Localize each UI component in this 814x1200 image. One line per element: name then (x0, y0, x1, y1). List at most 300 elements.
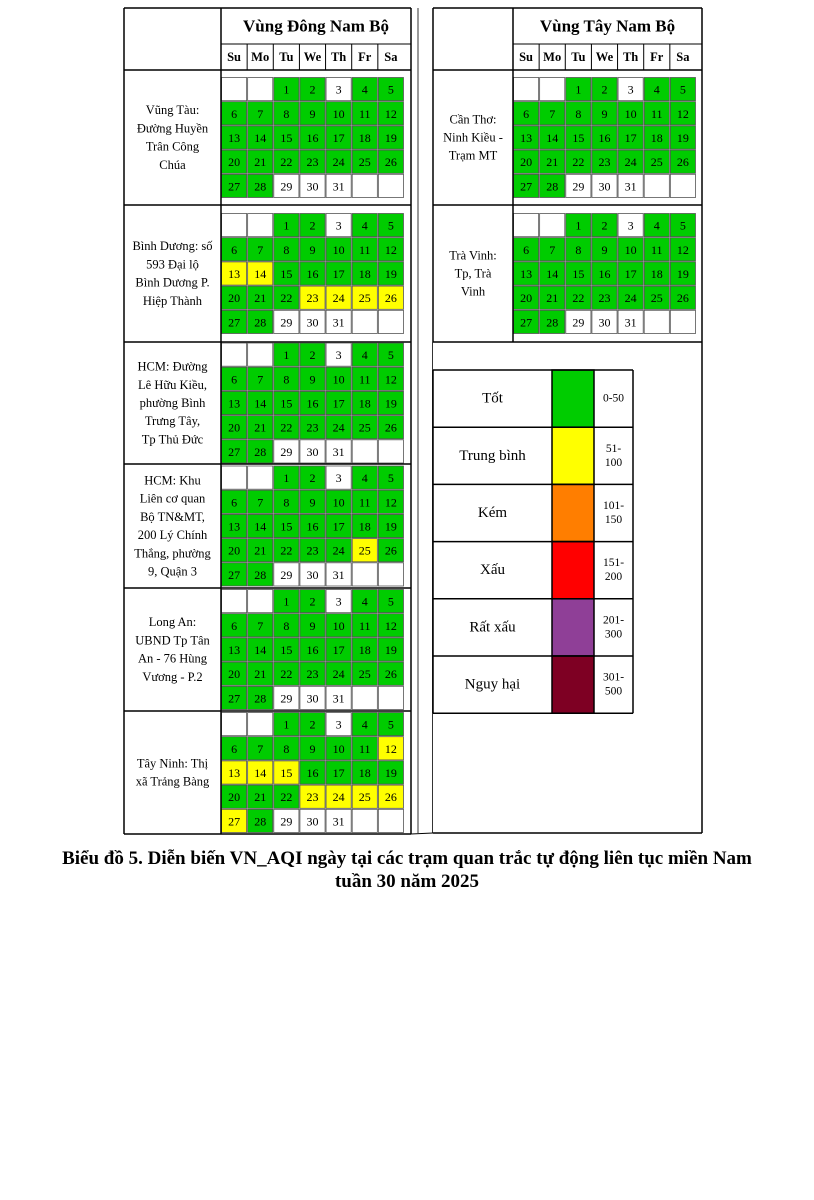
day-number: 5 (679, 218, 686, 233)
day-number: 1 (575, 218, 582, 233)
day-number: 8 (283, 242, 290, 257)
aqi-cell (222, 590, 247, 613)
day-number: 21 (254, 790, 267, 805)
station-label-line: Tây Ninh: Thị (136, 756, 209, 771)
station-label-line: Trạm MT (448, 148, 498, 163)
day-number: 4 (653, 82, 660, 97)
day-number: 24 (332, 790, 345, 805)
day-number: 29 (572, 315, 585, 330)
day-number: 27 (520, 179, 533, 194)
day-number: 10 (332, 741, 345, 756)
day-number: 19 (384, 519, 397, 534)
day-number: 18 (358, 643, 371, 657)
day-number: 29 (280, 444, 293, 459)
day-number: 15 (572, 131, 585, 145)
legend-range: 151- (602, 557, 625, 570)
region-title: Vùng Tây Nam Bộ (539, 16, 676, 36)
day-number: 6 (523, 242, 530, 257)
day-number: 1 (283, 471, 290, 486)
aqi-cell (540, 214, 565, 237)
day-number: 6 (231, 242, 238, 257)
day-number: 12 (384, 495, 397, 510)
day-number: 30 (306, 691, 319, 706)
legend-range: 51- (605, 442, 622, 455)
station-label-line: Vinh (460, 284, 486, 299)
day-number: 31 (332, 814, 345, 829)
spacer (411, 833, 433, 834)
day-number: 19 (676, 131, 689, 145)
aqi-cell (352, 686, 377, 709)
day-number: 9 (309, 106, 316, 121)
day-number: 30 (306, 814, 319, 829)
day-number: 20 (228, 667, 241, 682)
day-number: 31 (332, 315, 345, 330)
day-number: 23 (306, 420, 319, 435)
day-number: 13 (228, 643, 241, 657)
day-number: 7 (257, 618, 264, 633)
day-number: 4 (653, 218, 660, 233)
day-number: 20 (520, 291, 533, 306)
station-label-line: Trà Vinh: (449, 248, 497, 263)
day-number: 17 (624, 131, 637, 145)
day-number: 24 (332, 667, 345, 682)
station-label-line: 593 Đại lộ (146, 257, 199, 272)
station-label-line: Chúa (159, 157, 186, 172)
day-number: 20 (228, 291, 241, 306)
day-number: 16 (598, 267, 611, 281)
day-number: 21 (254, 667, 267, 682)
day-number: 30 (598, 315, 611, 330)
legend-swatch (552, 484, 594, 541)
day-number: 23 (306, 155, 319, 170)
day-number: 19 (384, 643, 397, 657)
day-number: 25 (358, 543, 371, 558)
day-number: 12 (676, 106, 689, 121)
day-number: 8 (283, 618, 290, 633)
day-number: 1 (283, 348, 290, 363)
day-number: 25 (358, 291, 371, 306)
day-number: 14 (546, 267, 559, 281)
aqi-cell (352, 809, 377, 832)
day-number: 16 (598, 131, 611, 145)
day-number: 21 (254, 291, 267, 306)
day-number: 26 (384, 155, 397, 170)
day-number: 14 (254, 643, 267, 657)
day-number: 21 (546, 291, 559, 306)
day-number: 13 (228, 766, 241, 780)
day-number: 24 (624, 155, 637, 170)
caption-line-2: tuần 30 năm 2025 (334, 871, 480, 892)
day-number: 26 (676, 155, 689, 170)
legend-range: 201- (602, 614, 625, 627)
day-number: 27 (228, 567, 241, 582)
station-label-line: An - 76 Hùng (137, 651, 208, 666)
station-label-line: 9, Quận 3 (148, 564, 197, 579)
weekday-header-mo: Mo (251, 50, 270, 64)
day-number: 17 (332, 396, 345, 411)
day-number: 23 (306, 790, 319, 805)
day-number: 25 (358, 420, 371, 435)
day-number: 29 (572, 179, 585, 194)
day-number: 20 (228, 420, 241, 435)
day-number: 14 (254, 766, 267, 780)
day-number: 24 (624, 291, 637, 306)
day-number: 8 (283, 372, 290, 387)
day-number: 13 (228, 267, 241, 281)
day-number: 29 (280, 691, 293, 706)
aqi-cell (248, 214, 273, 237)
day-number: 6 (523, 106, 530, 121)
legend-range: 150 (604, 514, 623, 526)
day-number: 13 (228, 519, 241, 534)
weekday-header-th: Th (330, 50, 347, 64)
day-number: 1 (575, 82, 582, 97)
station-label-line: Lê Hữu Kiều, (138, 377, 207, 392)
station-label-line: Trưng Tây, (144, 414, 201, 429)
aqi-cell (644, 310, 669, 333)
day-number: 10 (624, 242, 637, 257)
aqi-cell (378, 440, 403, 463)
aqi-cell (644, 174, 669, 197)
day-number: 9 (309, 372, 316, 387)
day-number: 10 (332, 242, 345, 257)
day-number: 31 (332, 444, 345, 459)
legend-label: Nguy hại (464, 676, 521, 693)
day-number: 3 (335, 82, 342, 97)
station-label-line: Liên cơ quan (139, 491, 206, 506)
day-number: 9 (309, 741, 316, 756)
day-number: 11 (358, 372, 371, 387)
weekday-header-we: We (595, 50, 614, 64)
legend-swatch (552, 427, 594, 484)
day-number: 12 (676, 242, 689, 257)
day-number: 23 (306, 667, 319, 682)
legend-label: Tốt (482, 390, 503, 407)
day-number: 2 (309, 218, 316, 233)
day-number: 29 (280, 567, 293, 582)
aqi-cell (222, 466, 247, 489)
day-number: 1 (283, 594, 290, 609)
day-number: 27 (228, 179, 241, 194)
day-number: 27 (228, 814, 241, 829)
day-number: 2 (309, 471, 316, 486)
day-number: 12 (384, 741, 397, 756)
aqi-cell (378, 563, 403, 586)
day-number: 9 (601, 242, 608, 257)
day-number: 28 (254, 691, 267, 706)
weekday-header-tu: Tu (571, 50, 586, 64)
day-number: 22 (572, 291, 585, 306)
day-number: 3 (335, 218, 342, 233)
day-number: 2 (601, 82, 608, 97)
day-number: 9 (309, 495, 316, 510)
day-number: 5 (387, 717, 394, 732)
station-label-line: Long An: (148, 615, 197, 630)
day-number: 18 (358, 766, 371, 780)
day-number: 18 (650, 131, 663, 145)
station-label-line: Đường Huyền (136, 121, 209, 136)
day-number: 8 (283, 495, 290, 510)
day-number: 31 (624, 315, 637, 330)
day-number: 10 (624, 106, 637, 121)
weekday-header-su: Su (227, 50, 242, 64)
day-number: 5 (679, 82, 686, 97)
day-number: 22 (280, 420, 293, 435)
legend-range: 300 (604, 628, 623, 641)
day-number: 18 (358, 131, 371, 145)
day-number: 24 (332, 420, 345, 435)
station-label-line: Bình Dương P. (135, 275, 210, 290)
day-number: 10 (332, 106, 345, 121)
day-number: 28 (254, 315, 267, 330)
legend-swatch (552, 656, 594, 713)
legend-label: Rất xấu (469, 619, 516, 636)
day-number: 13 (228, 396, 241, 411)
day-number: 31 (332, 179, 345, 194)
day-number: 22 (280, 155, 293, 170)
aqi-cell (248, 713, 273, 736)
station-label-line: Tp Thủ Đức (141, 432, 204, 447)
day-number: 23 (598, 155, 611, 170)
day-number: 29 (280, 315, 293, 330)
day-number: 26 (384, 667, 397, 682)
day-number: 4 (361, 594, 368, 609)
day-number: 30 (306, 444, 319, 459)
day-number: 13 (228, 131, 241, 145)
station-label-line: Vương - P.2 (142, 669, 203, 684)
station-label-line: Vũng Tàu: (145, 103, 200, 118)
day-number: 7 (549, 242, 556, 257)
day-number: 31 (332, 567, 345, 582)
day-number: 3 (627, 218, 634, 233)
day-number: 21 (254, 155, 267, 170)
day-number: 22 (280, 543, 293, 558)
legend-label: Trung bình (459, 447, 526, 464)
day-number: 24 (332, 543, 345, 558)
caption-line-1: Biểu đồ 5. Diễn biến VN_AQI ngày tại các trạm quan trắc tự động liên tục miền Nam (62, 848, 752, 869)
day-number: 30 (306, 315, 319, 330)
day-number: 18 (650, 267, 663, 281)
day-number: 28 (254, 179, 267, 194)
day-number: 12 (384, 242, 397, 257)
day-number: 9 (309, 618, 316, 633)
day-number: 19 (384, 766, 397, 780)
day-number: 1 (283, 82, 290, 97)
day-number: 2 (601, 218, 608, 233)
day-number: 6 (231, 495, 238, 510)
day-number: 19 (676, 267, 689, 281)
aqi-cell (248, 466, 273, 489)
day-number: 30 (306, 567, 319, 582)
day-number: 4 (361, 348, 368, 363)
weekday-header-su: Su (519, 50, 534, 64)
day-number: 17 (332, 766, 345, 780)
day-number: 10 (332, 495, 345, 510)
day-number: 11 (358, 741, 371, 756)
aqi-cell (670, 310, 695, 333)
day-number: 28 (546, 179, 559, 194)
day-number: 14 (254, 396, 267, 411)
weekday-header-fr: Fr (358, 50, 372, 64)
day-number: 7 (257, 495, 264, 510)
day-number: 11 (358, 618, 371, 633)
day-number: 6 (231, 741, 238, 756)
day-number: 28 (254, 814, 267, 829)
day-number: 25 (358, 790, 371, 805)
day-number: 13 (520, 267, 533, 281)
day-number: 22 (280, 667, 293, 682)
day-number: 29 (280, 179, 293, 194)
day-number: 8 (575, 242, 582, 257)
aqi-cell (540, 78, 565, 101)
day-number: 28 (254, 444, 267, 459)
legend-label: Kém (477, 505, 508, 521)
day-number: 15 (280, 267, 293, 281)
day-number: 28 (254, 567, 267, 582)
legend-range: 100 (604, 456, 623, 469)
region-title: Vùng Đông Nam Bộ (243, 16, 389, 36)
day-number: 13 (520, 131, 533, 145)
day-number: 7 (257, 106, 264, 121)
day-number: 19 (384, 396, 397, 411)
station-label-line: Cần Thơ: (449, 112, 497, 127)
legend-label: Xấu (480, 562, 505, 579)
day-number: 31 (624, 179, 637, 194)
day-number: 5 (387, 348, 394, 363)
day-number: 5 (387, 218, 394, 233)
day-number: 12 (384, 618, 397, 633)
day-number: 16 (306, 267, 319, 281)
station-label-line: Bộ TN&MT, (140, 509, 205, 524)
day-number: 12 (384, 106, 397, 121)
day-number: 23 (598, 291, 611, 306)
day-number: 16 (306, 131, 319, 145)
day-number: 15 (280, 396, 293, 411)
day-number: 20 (520, 155, 533, 170)
day-number: 4 (361, 218, 368, 233)
day-number: 17 (332, 519, 345, 534)
day-number: 8 (283, 741, 290, 756)
day-number: 20 (228, 155, 241, 170)
weekday-header-tu: Tu (279, 50, 294, 64)
day-number: 28 (546, 315, 559, 330)
day-number: 6 (231, 618, 238, 633)
aqi-cell (514, 214, 539, 237)
station-label-line: UBND Tp Tân (135, 633, 210, 648)
station-label-line: xã Trảng Bàng (135, 774, 210, 789)
day-number: 18 (358, 396, 371, 411)
day-number: 17 (624, 267, 637, 281)
day-number: 26 (384, 543, 397, 558)
day-number: 26 (384, 790, 397, 805)
day-number: 19 (384, 267, 397, 281)
aqi-cell (670, 174, 695, 197)
legend-range: 200 (604, 571, 623, 584)
aqi-cell (222, 343, 247, 366)
legend-swatch (552, 599, 594, 656)
day-number: 3 (335, 717, 342, 732)
weekday-header-fr: Fr (650, 50, 664, 64)
aqi-cell (378, 686, 403, 709)
day-number: 12 (384, 372, 397, 387)
day-number: 25 (358, 155, 371, 170)
day-number: 4 (361, 717, 368, 732)
day-number: 24 (332, 291, 345, 306)
day-number: 11 (650, 106, 663, 121)
day-number: 17 (332, 643, 345, 657)
day-number: 26 (676, 291, 689, 306)
day-number: 1 (283, 218, 290, 233)
day-number: 25 (358, 667, 371, 682)
legend-swatch (552, 542, 594, 599)
legend-range: 0-50 (602, 392, 625, 405)
day-number: 17 (332, 267, 345, 281)
day-number: 22 (572, 155, 585, 170)
day-number: 6 (231, 106, 238, 121)
station-label-line: Thắng, phường (134, 546, 211, 561)
station-label-line: Trân Công (145, 139, 200, 154)
day-number: 4 (361, 82, 368, 97)
day-number: 16 (306, 519, 319, 534)
day-number: 15 (280, 131, 293, 145)
day-number: 14 (254, 131, 267, 145)
day-number: 15 (280, 766, 293, 780)
aqi-cell (378, 174, 403, 197)
aqi-cell (352, 440, 377, 463)
day-number: 3 (627, 82, 634, 97)
aqi-cell (222, 78, 247, 101)
day-number: 10 (332, 372, 345, 387)
day-number: 2 (309, 594, 316, 609)
day-number: 16 (306, 643, 319, 657)
weekday-header-sa: Sa (676, 50, 690, 64)
day-number: 21 (254, 543, 267, 558)
day-number: 27 (520, 315, 533, 330)
day-number: 15 (572, 267, 585, 281)
day-number: 14 (546, 131, 559, 145)
day-number: 21 (546, 155, 559, 170)
day-number: 11 (358, 495, 371, 510)
day-number: 6 (231, 372, 238, 387)
day-number: 17 (332, 131, 345, 145)
day-number: 5 (387, 594, 394, 609)
legend-range: 301- (602, 671, 625, 684)
day-number: 7 (257, 372, 264, 387)
day-number: 22 (280, 291, 293, 306)
day-number: 2 (309, 82, 316, 97)
day-number: 26 (384, 291, 397, 306)
day-number: 3 (335, 594, 342, 609)
day-number: 4 (361, 471, 368, 486)
day-number: 27 (228, 444, 241, 459)
day-number: 11 (650, 242, 663, 257)
day-number: 8 (283, 106, 290, 121)
station-label-line: phường Bình (139, 396, 206, 410)
day-number: 14 (254, 519, 267, 534)
day-number: 16 (306, 766, 319, 780)
day-number: 25 (650, 291, 663, 306)
day-number: 3 (335, 471, 342, 486)
day-number: 20 (228, 543, 241, 558)
day-number: 2 (309, 348, 316, 363)
day-number: 18 (358, 267, 371, 281)
day-number: 2 (309, 717, 316, 732)
day-number: 24 (332, 155, 345, 170)
day-number: 20 (228, 790, 241, 805)
day-number: 23 (306, 543, 319, 558)
day-number: 1 (283, 717, 290, 732)
day-number: 15 (280, 519, 293, 534)
